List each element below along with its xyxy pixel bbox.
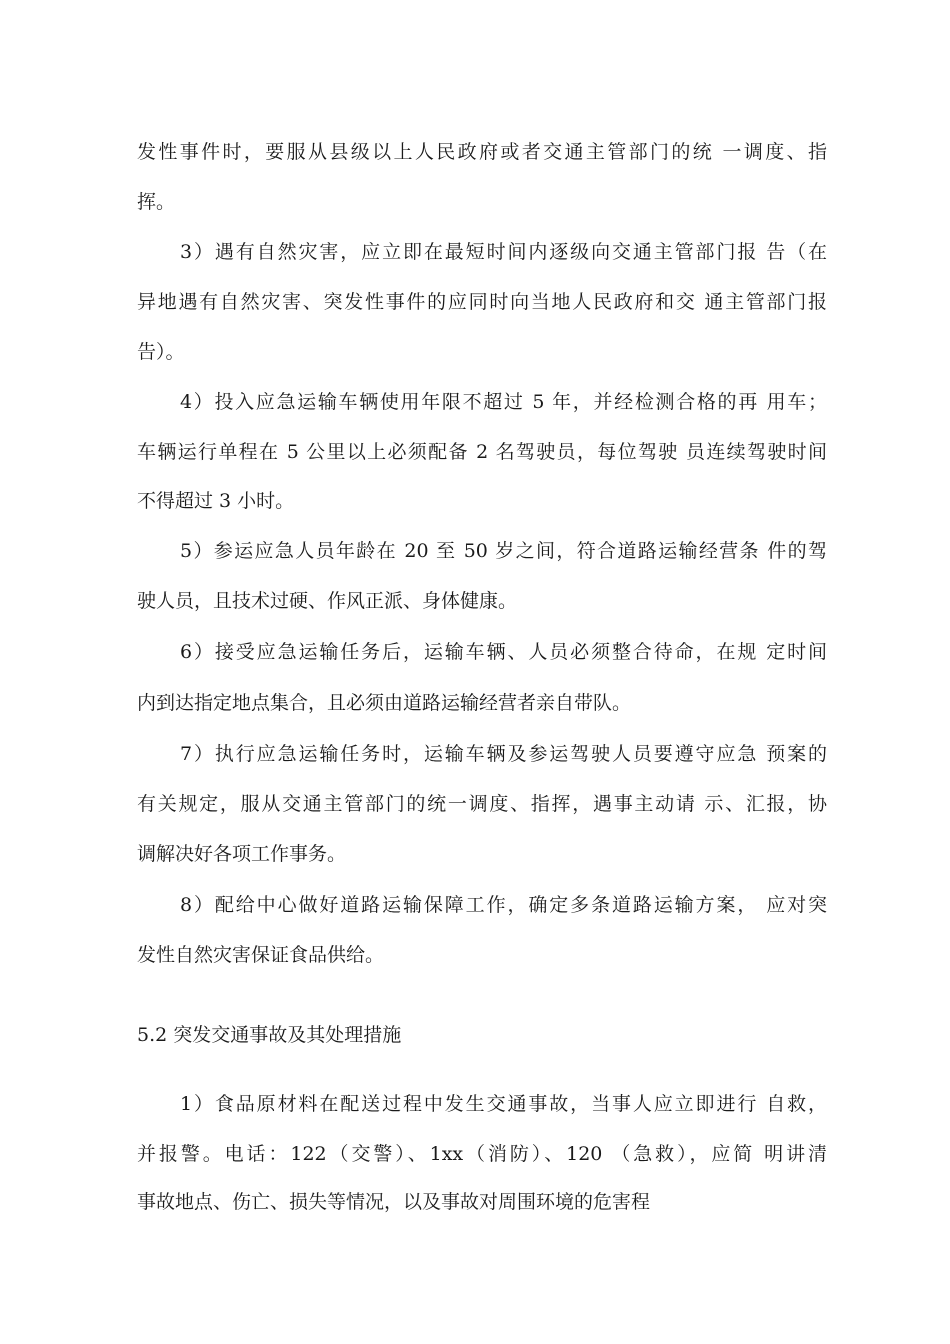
section-paragraph-1-line-1: 1）食品原材料在配送过程中发生交通事故，当事人应立即进行 自救， [180,1093,827,1115]
paragraph-3-line-2: 异地遇有自然灾害、突发性事件的应同时向当地人民政府和交 通主管部门报 [137,291,827,313]
paragraph-7-line-1: 7）执行应急运输任务时，运输车辆及参运驾驶人员要遵守应急 预案的 [180,743,827,765]
paragraph-intro-line-1: 发性事件时，要服从县级以上人民政府或者交通主管部门的统 一调度、指 [137,141,827,163]
paragraph-4-line-2: 车辆运行单程在 5 公里以上必须配备 2 名驾驶员，每位驾驶 员连续驾驶时间 [137,441,827,463]
paragraph-3-line-1: 3）遇有自然灾害，应立即在最短时间内逐级向交通主管部门报 告（在 [180,241,827,263]
paragraph-8-line-2: 发性自然灾害保证食品供给。 [137,944,385,966]
paragraph-5-line-2: 驶人员，且技术过硬、作风正派、身体健康。 [137,590,518,612]
paragraph-6-line-2: 内到达指定地点集合，且必须由道路运输经营者亲自带队。 [137,692,632,714]
paragraph-8-line-1: 8）配给中心做好道路运输保障工作，确定多条道路运输方案， 应对突 [180,894,827,916]
section-paragraph-1-line-2: 并报警。电话：122（交警）、1xx（消防）、120 （急救），应简 明讲清 [137,1143,827,1165]
paragraph-4-line-3: 不得超过 3 小时。 [137,490,295,512]
paragraph-5-line-1: 5）参运应急人员年龄在 20 至 50 岁之间，符合道路运输经营条 件的驾 [180,540,827,562]
paragraph-3-line-3: 告）。 [137,341,185,363]
paragraph-7-line-2: 有关规定，服从交通主管部门的统一调度、指挥，遇事主动请 示、汇报，协 [137,793,827,815]
paragraph-4-line-1: 4）投入应急运输车辆使用年限不超过 5 年，并经检测合格的再 用车； [180,391,827,413]
section-heading: 5.2 突发交通事故及其处理措施 [137,1024,402,1046]
paragraph-6-line-1: 6）接受应急运输任务后，运输车辆、人员必须整合待命，在规 定时间 [180,641,827,663]
paragraph-intro-line-2: 挥。 [137,191,176,213]
paragraph-7-line-3: 调解决好各项工作事务。 [137,843,347,865]
section-paragraph-1-line-3: 事故地点、伤亡、损失等情况，以及事故对周围环境的危害程 [137,1191,651,1213]
